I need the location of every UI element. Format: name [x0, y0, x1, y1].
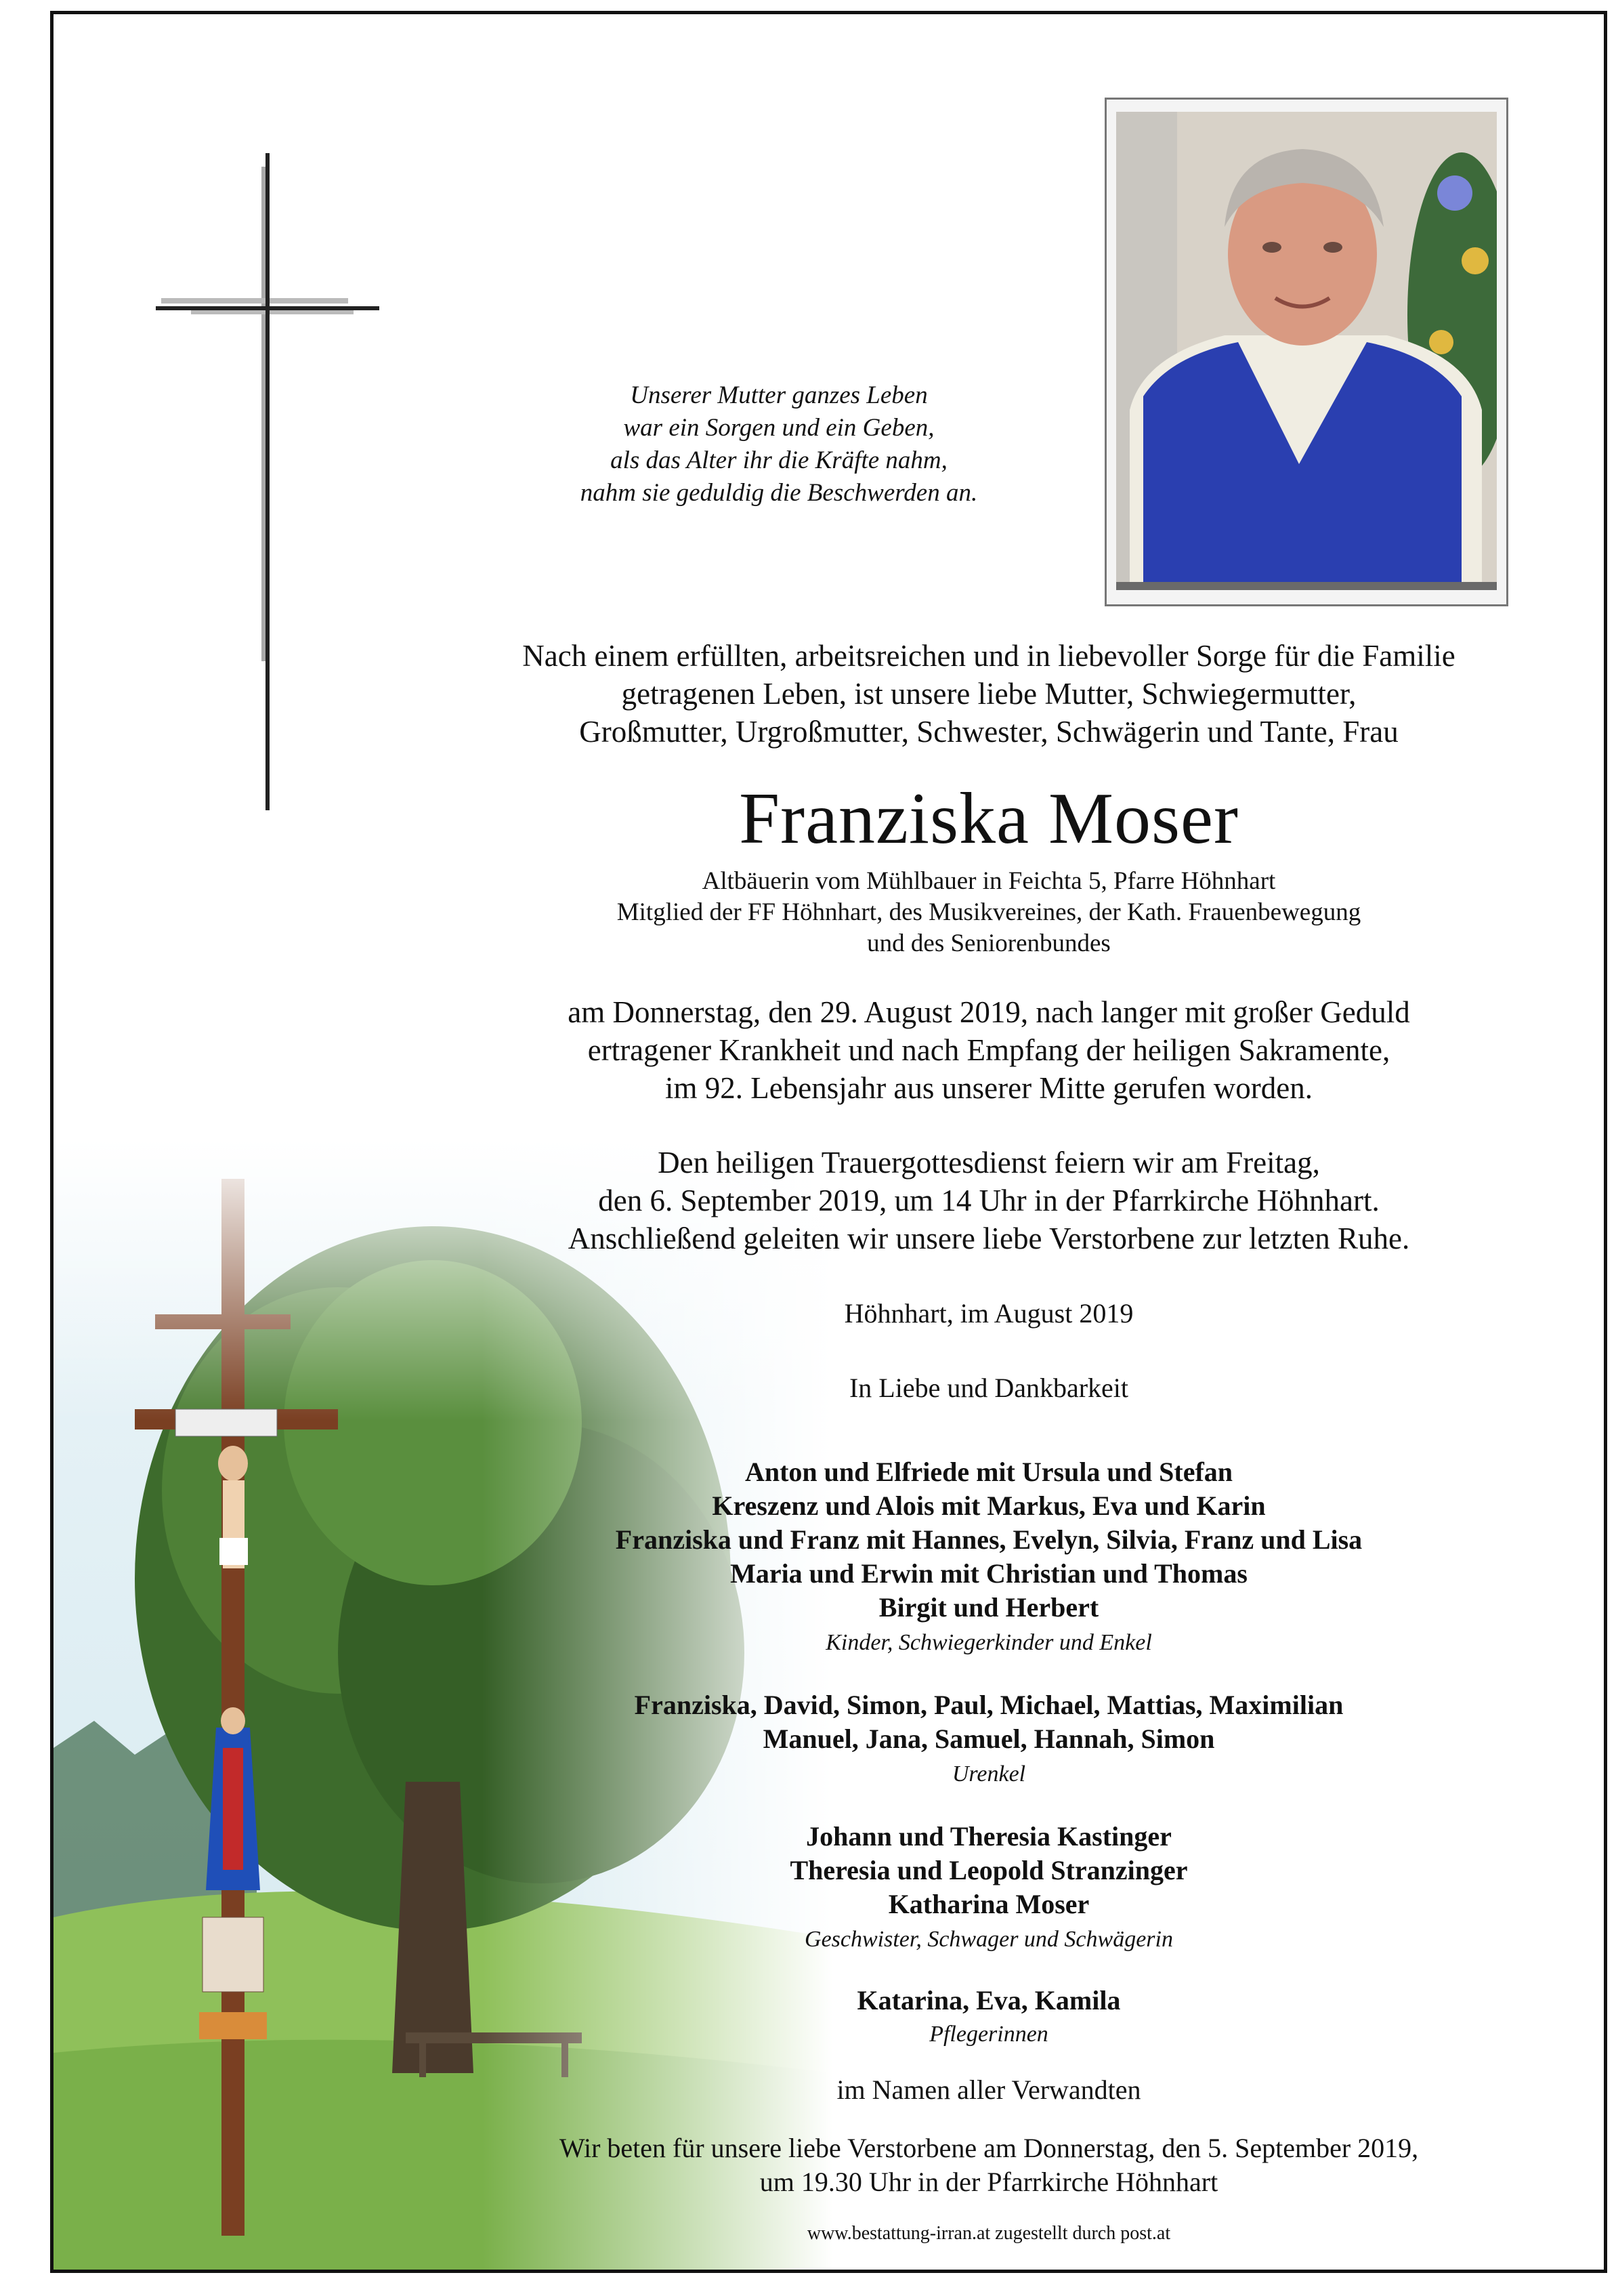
mourners-group-great-grandchildren: [379, 1688, 1598, 1756]
relation-label: Urenkel: [952, 1761, 1026, 1787]
funeral-line: den 6. September 2019, um 14 Uhr in der Pfarrkirche Höhnhart.: [598, 1184, 1380, 1217]
portrait-shadow: [1116, 582, 1497, 590]
prayer-line: Wir beten für unsere liebe Verstorbene am Donnerstag, den 5. September 2019,: [559, 2133, 1419, 2163]
intro-line: Großmutter, Urgroßmutter, Schwester, Schwägerin und Tante, Frau: [579, 715, 1399, 749]
mourner-line: Kreszenz und Alois mit Markus, Eva und Karin: [712, 1490, 1266, 1521]
funeral-line: Den heiligen Trauergottesdienst feiern wir am Freitag,: [658, 1146, 1320, 1180]
death-line: am Donnerstag, den 29. August 2019, nach langer mit großer Geduld: [568, 995, 1410, 1029]
deceased-details: [379, 866, 1598, 959]
mourner-line: Theresia und Leopold Stranzinger: [790, 1855, 1188, 1885]
mourner-line: Anton und Elfriede mit Ursula und Stefan: [744, 1457, 1233, 1487]
prayer-line: um 19.30 Uhr in der Pfarrkirche Höhnhart: [759, 2167, 1218, 2197]
mourner-line: Franziska, David, Simon, Paul, Michael, Mattias, Maximilian: [634, 1690, 1344, 1720]
funeral-line: Anschließend geleiten wir unsere liebe Verstorbene zur letzten Ruhe.: [568, 1222, 1410, 1255]
mourner-line: Maria und Erwin mit Christian und Thomas: [730, 1558, 1248, 1589]
verse-line: als das Alter ihr die Kräfte nahm,: [610, 446, 948, 474]
memorial-verse: [474, 379, 1084, 509]
relatives-line: im Namen aller Verwandten: [836, 2074, 1141, 2105]
portrait-photo: [1116, 112, 1497, 582]
funeral-info: [379, 1144, 1598, 1257]
prayer-info: [379, 2131, 1598, 2199]
place-date: Höhnhart, im August 2019: [844, 1298, 1134, 1329]
mourner-line: Katarina, Eva, Kamila: [857, 1985, 1121, 2016]
intro-text: [379, 637, 1598, 751]
verse-line: war ein Sorgen und ein Geben,: [623, 414, 935, 442]
portrait-frame: [1105, 98, 1508, 606]
relation-label: Kinder, Schwiegerkinder und Enkel: [826, 1630, 1152, 1655]
verse-line: nahm sie geduldig die Beschwerden an.: [580, 479, 978, 507]
mourner-line: Birgit und Herbert: [878, 1592, 1099, 1623]
intro-line: getragenen Leben, ist unsere liebe Mutter, Schwiegermutter,: [621, 677, 1357, 711]
mourners-group-caregivers: [379, 1984, 1598, 2018]
detail-line: Altbäuerin vom Mühlbauer in Feichta 5, Pfarre Höhnhart: [702, 867, 1276, 895]
intro-line: Nach einem erfüllten, arbeitsreichen und in liebevoller Sorge für die Familie: [522, 639, 1455, 673]
relation-label: Pflegerinnen: [929, 2022, 1048, 2047]
death-line: im 92. Lebensjahr aus unserer Mitte gerufen worden.: [665, 1071, 1313, 1105]
deceased-name: Franziska Moser: [739, 778, 1239, 859]
mourner-line: Franziska und Franz mit Hannes, Evelyn, Silvia, Franz und Lisa: [615, 1524, 1363, 1555]
cross-icon: [156, 153, 386, 810]
mourner-line: Katharina Moser: [888, 1889, 1090, 1919]
detail-line: Mitglied der FF Höhnhart, des Musikvereines, der Kath. Frauenbewegung: [616, 898, 1361, 926]
love-line: In Liebe und Dankbarkeit: [849, 1373, 1129, 1403]
mourner-line: Manuel, Jana, Samuel, Hannah, Simon: [763, 1724, 1215, 1754]
mourners-group-siblings: [379, 1820, 1598, 1921]
detail-line: und des Seniorenbundes: [867, 930, 1111, 957]
death-info: [379, 993, 1598, 1107]
footer-credit: www.bestattung-irran.at zugestellt durch post.at: [807, 2223, 1171, 2244]
verse-line: Unserer Mutter ganzes Leben: [630, 381, 928, 409]
relation-label: Geschwister, Schwager und Schwägerin: [805, 1927, 1173, 1952]
death-line: ertragener Krankheit und nach Empfang der heiligen Sakramente,: [587, 1033, 1390, 1067]
mourners-group-children: [379, 1455, 1598, 1625]
mourner-line: Johann und Theresia Kastinger: [806, 1821, 1172, 1852]
